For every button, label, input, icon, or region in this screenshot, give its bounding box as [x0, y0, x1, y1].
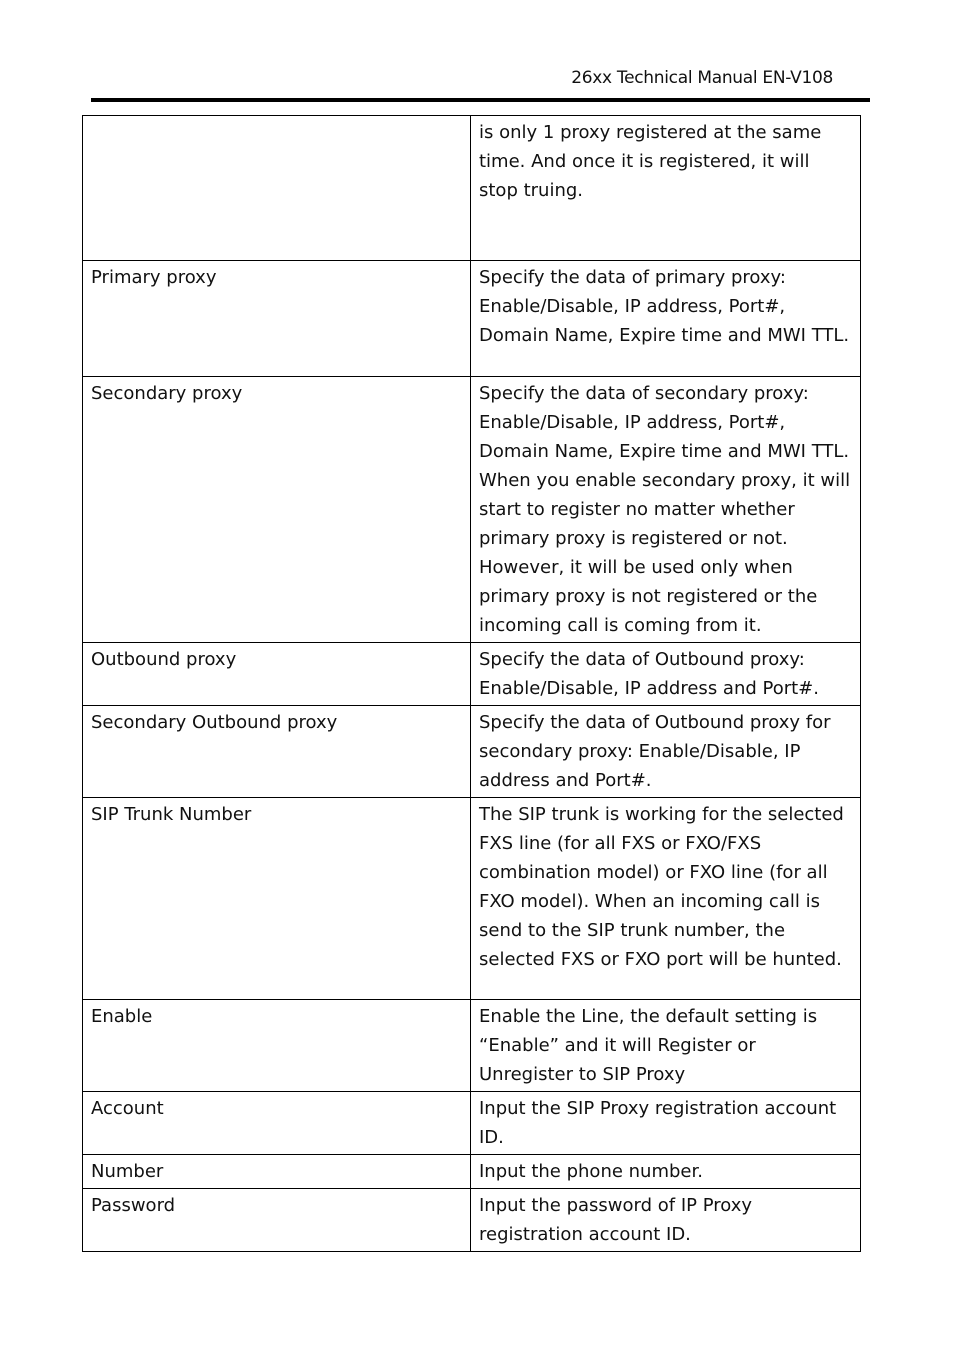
parameter-name: Outbound proxy — [83, 643, 471, 706]
table-row — [83, 261, 861, 377]
parameter-description: The SIP trunk is working for the selected FXS line (for all FXS or FXO/FXS combination model) or FXO line (for all FXO model). When an incoming call is send to the SIP trunk number, the selected FXS or FXO port will be hunted. — [471, 798, 861, 1000]
parameter-description: Input the SIP Proxy registration account ID. — [471, 1092, 861, 1155]
parameter-description: Specify the data of Outbound proxy for secondary proxy: Enable/Disable, IP address and Port#. — [471, 706, 861, 798]
table-row — [83, 798, 861, 1000]
parameter-name: SIP Trunk Number — [83, 798, 471, 1000]
table-row — [83, 1000, 861, 1092]
parameter-name: Enable — [83, 1000, 471, 1092]
table-row — [83, 706, 861, 798]
parameter-name: Account — [83, 1092, 471, 1155]
parameter-name: Password — [83, 1189, 471, 1252]
table-row — [83, 116, 861, 261]
parameter-description: is only 1 proxy registered at the same time. And once it is registered, it will stop truing. — [471, 116, 861, 261]
page-header-title: 26xx Technical Manual EN-V108 — [571, 68, 833, 88]
parameter-description: Input the password of IP Proxy registration account ID. — [471, 1189, 861, 1252]
parameter-description: Specify the data of primary proxy: Enable/Disable, IP address, Port#, Domain Name, Expire time and MWI TTL. — [471, 261, 861, 377]
table-row — [83, 643, 861, 706]
parameter-table — [82, 115, 861, 1252]
table-row — [83, 1155, 861, 1189]
table-row — [83, 1092, 861, 1155]
parameter-name: Secondary proxy — [83, 377, 471, 643]
parameter-description: Input the phone number. — [471, 1155, 861, 1189]
parameter-description: Specify the data of secondary proxy: Enable/Disable, IP address, Port#, Domain Name, Expire time and MWI TTL. When you enable secondary proxy, it will start to register no matter whether primary proxy is registered or not. However, it will be used only when primary proxy is not registered or the incoming call is coming from it. — [471, 377, 861, 643]
table-row — [83, 1189, 861, 1252]
parameter-description: Specify the data of Outbound proxy: Enable/Disable, IP address and Port#. — [471, 643, 861, 706]
parameter-name: Secondary Outbound proxy — [83, 706, 471, 798]
parameter-description: Enable the Line, the default setting is “Enable” and it will Register or Unregister to SIP Proxy — [471, 1000, 861, 1092]
header-divider — [91, 98, 870, 102]
parameter-name: Primary proxy — [83, 261, 471, 377]
parameter-name — [83, 116, 471, 261]
parameter-name: Number — [83, 1155, 471, 1189]
table-row — [83, 377, 861, 643]
